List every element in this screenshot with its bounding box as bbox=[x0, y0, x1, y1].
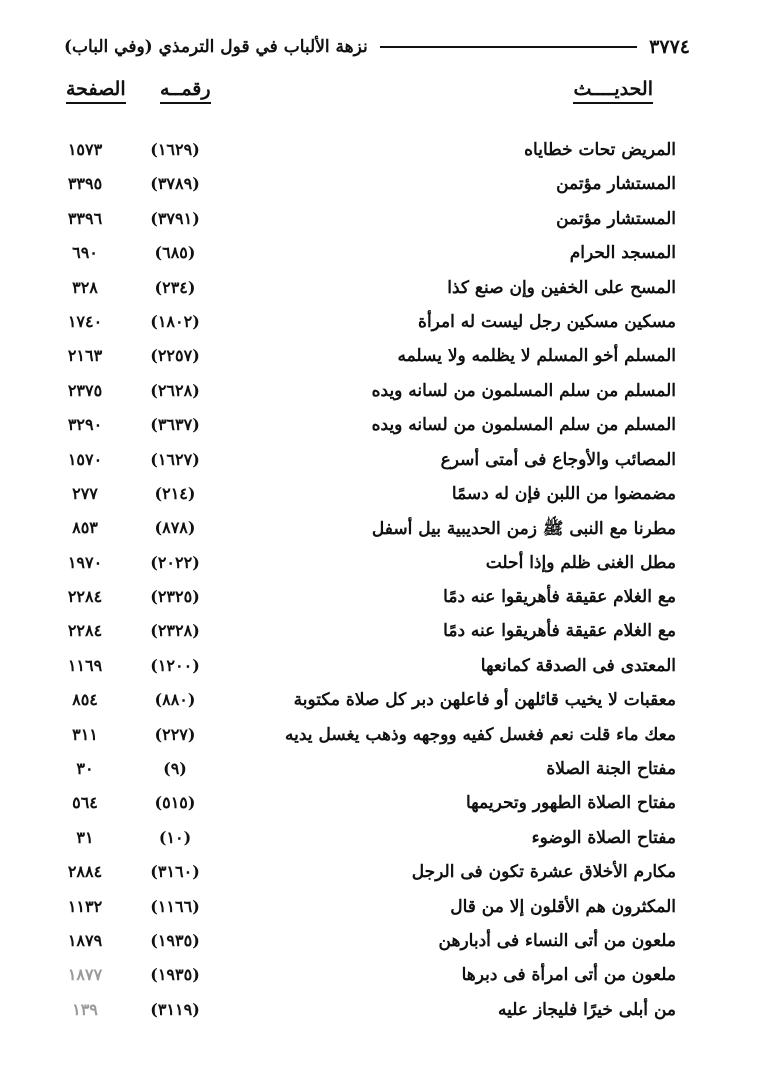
hadith-text: المسلم أخو المسلم لا يظلمه ولا يسلمه bbox=[397, 346, 676, 367]
page-ref: ٢٨٨٤ bbox=[67, 862, 103, 882]
page-ref: ٣١١ bbox=[72, 724, 98, 744]
index-row bbox=[50, 583, 676, 617]
hadith-number: (١٢٠٠) bbox=[150, 655, 200, 675]
heading-underline bbox=[66, 102, 126, 104]
page-ref: ٣٣٩٥ bbox=[67, 174, 103, 194]
page-ref: ٢٧٧ bbox=[72, 483, 98, 503]
hadith-number: (٢٣٢٥) bbox=[150, 587, 200, 607]
page-ref: ٣٢٨ bbox=[72, 277, 98, 297]
hadith-number: (١١٦٦) bbox=[150, 896, 200, 916]
page-ref: ١٥٧٣ bbox=[67, 140, 103, 159]
index-list bbox=[50, 136, 676, 1030]
hadith-number: (٢١٤) bbox=[154, 483, 196, 503]
hadith-text: المعتدى فى الصدقة كمانعها bbox=[480, 655, 676, 676]
hadith-text: معقبات لا يخيب قائلهن أو فاعلهن دبر كل صلاة مكتوبة bbox=[293, 690, 676, 711]
index-row bbox=[50, 996, 676, 1030]
hadith-number: (٢٣٢٨) bbox=[150, 621, 200, 641]
index-row bbox=[50, 858, 676, 892]
hadith-text: من أبلى خيرًا فليجاز عليه bbox=[498, 999, 676, 1020]
hadith-number: (٢٢٥٧) bbox=[150, 346, 200, 366]
hadith-number: (٢٢٧) bbox=[154, 724, 196, 744]
hadith-text: مطل الغنى ظلم وإذا أحلت bbox=[485, 552, 676, 573]
hadith-text: مطرنا مع النبى ﷺ زمن الحديبية بيل أسفل bbox=[371, 519, 676, 540]
hadith-text: مع الغلام عقيقة فأهريقوا عنه دمًا bbox=[443, 587, 676, 608]
heading-underline bbox=[573, 102, 653, 104]
hadith-text: مسكين مسكين رجل ليست له امرأة bbox=[418, 311, 676, 332]
page-ref: ١٩٧٠ bbox=[67, 552, 103, 572]
index-row bbox=[50, 514, 676, 548]
page-ref: ١٨٧٧ bbox=[67, 965, 103, 985]
hadith-text: المستشار مؤتمن bbox=[556, 208, 676, 229]
column-heading-hadith-label: الحديــــث bbox=[573, 78, 653, 100]
column-heading-number-label: رقمــه bbox=[160, 78, 211, 100]
column-heading-hadith bbox=[573, 78, 653, 104]
index-row bbox=[50, 308, 676, 342]
page-ref: ٣٣٩٦ bbox=[67, 208, 103, 228]
index-row bbox=[50, 239, 676, 273]
index-row bbox=[50, 755, 676, 789]
index-row bbox=[50, 789, 676, 823]
page-ref: ٢١٦٣ bbox=[67, 346, 103, 366]
hadith-text: المسلم من سلم المسلمون من لسانه ويده bbox=[371, 380, 676, 401]
page-ref: ٨٥٤ bbox=[72, 690, 98, 710]
page-ref: ١٨٧٩ bbox=[67, 930, 103, 950]
hadith-text: مع الغلام عقيقة فأهريقوا عنه دمًا bbox=[443, 621, 676, 642]
index-row bbox=[50, 136, 676, 170]
hadith-text: المسلم من سلم المسلمون من لسانه ويده bbox=[371, 415, 676, 436]
hadith-number: (١٩٣٥) bbox=[150, 965, 200, 985]
hadith-number: (٨٧٨) bbox=[154, 518, 196, 538]
book-title: نزهة الألباب في قول الترمذي (وفي الباب) bbox=[64, 37, 368, 57]
index-row bbox=[50, 342, 676, 376]
index-row bbox=[50, 961, 676, 995]
page-ref: ٢٢٨٤ bbox=[67, 587, 103, 607]
index-row bbox=[50, 824, 676, 858]
hadith-number: (٨٨٠) bbox=[154, 690, 196, 710]
hadith-number: (٣١١٩) bbox=[150, 999, 200, 1019]
hadith-number: (١٠) bbox=[158, 827, 192, 847]
hadith-text: ملعون من أتى النساء فى أدبارهن bbox=[438, 930, 676, 951]
page-ref: ٣٢٩٠ bbox=[67, 415, 103, 435]
column-heading-page bbox=[66, 78, 126, 104]
header-rule bbox=[380, 46, 637, 48]
hadith-text: مضمضوا من اللبن فإن له دسمًا bbox=[451, 483, 676, 504]
page-ref: ٣١ bbox=[76, 827, 94, 847]
hadith-text: معك ماء قلت نعم فغسل كفيه ووجهه وذهب يغسل يديه bbox=[285, 724, 676, 745]
index-row bbox=[50, 721, 676, 755]
index-row bbox=[50, 652, 676, 686]
hadith-number: (٢٠٢٢) bbox=[150, 552, 200, 572]
hadith-text: المستشار مؤتمن bbox=[556, 174, 676, 195]
page-ref: ٨٥٣ bbox=[72, 518, 98, 538]
hadith-number: (٥١٥) bbox=[154, 793, 196, 813]
running-header bbox=[64, 34, 690, 60]
index-row bbox=[50, 205, 676, 239]
page-ref: ١٣٩ bbox=[72, 999, 98, 1019]
hadith-text: المسح على الخفين وإن صنع كذا bbox=[447, 277, 676, 298]
heading-underline bbox=[160, 102, 211, 104]
page-ref: ١١٦٩ bbox=[67, 655, 103, 675]
hadith-text: المسجد الحرام bbox=[569, 243, 676, 264]
index-row bbox=[50, 377, 676, 411]
hadith-number: (٣٧٩١) bbox=[150, 208, 200, 228]
page-ref: ٢٣٧٥ bbox=[67, 380, 103, 400]
hadith-text: مفتاح الجنة الصلاة bbox=[546, 759, 676, 780]
index-row bbox=[50, 617, 676, 651]
index-row bbox=[50, 686, 676, 720]
hadith-number: (٣١٦٠) bbox=[150, 862, 200, 882]
hadith-number: (١٨٠٢) bbox=[150, 311, 200, 331]
hadith-text: مكارم الأخلاق عشرة تكون فى الرجل bbox=[411, 862, 676, 883]
column-heading-page-label: الصفحة bbox=[66, 78, 126, 100]
hadith-text: ملعون من أتى امرأة فى دبرها bbox=[461, 965, 676, 986]
index-row bbox=[50, 274, 676, 308]
column-heading-number bbox=[160, 78, 211, 104]
index-row bbox=[50, 549, 676, 583]
index-row bbox=[50, 893, 676, 927]
page-ref: ١٥٧٠ bbox=[67, 449, 103, 469]
hadith-number: (٣٧٨٩) bbox=[150, 174, 200, 194]
page-ref: ٢٢٨٤ bbox=[67, 621, 103, 641]
page-ref: ١١٣٢ bbox=[67, 896, 103, 916]
hadith-number: (٩) bbox=[163, 759, 187, 779]
hadith-text: مفتاح الصلاة الطهور وتحريمها bbox=[466, 793, 676, 814]
hadith-number: (٣٦٣٧) bbox=[150, 415, 200, 435]
index-row bbox=[50, 927, 676, 961]
hadith-text: مفتاح الصلاة الوضوء bbox=[531, 827, 676, 848]
index-row bbox=[50, 446, 676, 480]
hadith-number: (٦٨٥) bbox=[154, 243, 196, 263]
hadith-number: (١٩٣٥) bbox=[150, 930, 200, 950]
hadith-text: المريض تحات خطاياه bbox=[524, 140, 676, 160]
hadith-number: (١٦٢٩) bbox=[150, 140, 200, 159]
hadith-number: (٢٣٤) bbox=[154, 277, 196, 297]
page-ref: ١٧٤٠ bbox=[67, 311, 103, 331]
page-ref: ٥٦٤ bbox=[72, 793, 98, 813]
index-row bbox=[50, 480, 676, 514]
page-ref: ٣٠ bbox=[76, 759, 94, 779]
page-ref: ٦٩٠ bbox=[72, 243, 98, 263]
index-row bbox=[50, 411, 676, 445]
hadith-text: المصائب والأوجاع فى أمتى أسرع bbox=[440, 449, 676, 470]
hadith-text: المكثرون هم الأقلون إلا من قال bbox=[450, 896, 676, 917]
hadith-number: (٢٦٢٨) bbox=[150, 380, 200, 400]
page-number: ٣٧٧٤ bbox=[649, 36, 690, 58]
index-row bbox=[50, 170, 676, 204]
hadith-number: (١٦٢٧) bbox=[150, 449, 200, 469]
